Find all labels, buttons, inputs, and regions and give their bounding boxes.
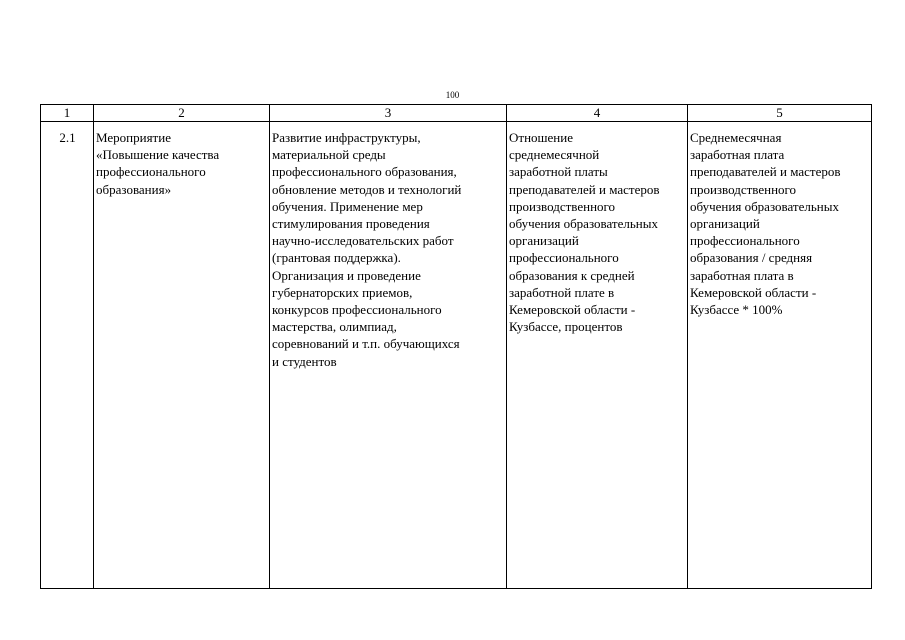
page-number: 100	[445, 90, 460, 100]
row-number-cell	[41, 122, 94, 589]
event-cell	[94, 122, 270, 589]
column-header: 1	[41, 105, 94, 122]
main-table	[40, 104, 872, 589]
indicator-name: Отношение среднемесячной заработной платы преподавателей и мастеров производственного обучения образовательных организаций профессионального образования к средней заработной плате в Кемеровской области - Кузбассе, процентов	[509, 130, 660, 335]
event-name: Мероприятие «Повышение качества профессионального образования»	[96, 130, 220, 197]
column-header: 4	[507, 105, 688, 122]
formula-cell	[688, 122, 872, 589]
column-header: 3	[270, 105, 507, 122]
description-cell	[270, 122, 507, 589]
event-description: Развитие инфраструктуры, материальной среды профессионального образования, обновление методов и технологий обучения. Применение мер стимулирования проведения научно-исследовательских работ (грантовая поддержка). Организация и проведение губернаторских приемов, конкурсов профессионального мастерства, олимпиад, соревнований и т.п. обучающихся и студентов	[272, 130, 462, 369]
indicator-cell	[507, 122, 688, 589]
row-number: 2.1	[59, 130, 76, 145]
column-header: 5	[688, 105, 872, 122]
column-header: 2	[94, 105, 270, 122]
indicator-formula: Среднемесячная заработная плата преподавателей и мастеров производственного обучения образовательных организаций профессионального образования / средняя заработная плата в Кемеровской области - Кузбассе * 100%	[690, 130, 841, 318]
table-header-row	[41, 105, 872, 122]
table-row	[41, 122, 872, 589]
